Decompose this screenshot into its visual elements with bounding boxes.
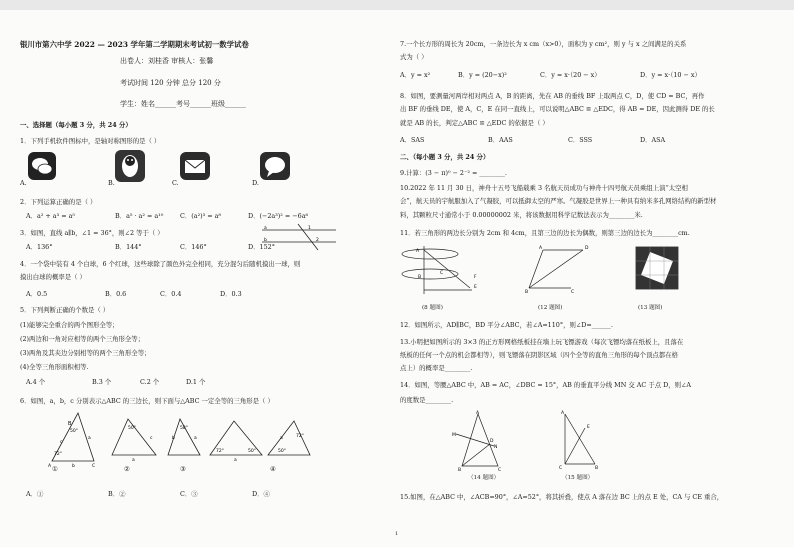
svg-text:72°: 72°: [216, 449, 224, 454]
caption-fig8: (8 题图): [422, 305, 443, 311]
q8-option-d[interactable]: D．ASA: [640, 136, 666, 144]
q5-item-4: (4)全等三角形面积相等.: [20, 363, 89, 371]
svg-text:B: B: [458, 468, 462, 472]
scan-edge: [0, 0, 794, 10]
q1-option-b[interactable]: B.: [108, 179, 115, 187]
svg-text:D: D: [585, 246, 589, 251]
question-8-line1: 8．如图，要测量河两岸相对两点 A，B 的距离，先在 AB 的垂线 BF 上取两点 C，D，使 CD = BC，再作: [400, 92, 705, 100]
question-13-line3: 点上）的概率是________.: [400, 364, 473, 372]
question-8-line2: 出 BF 的垂线 DE，使 A，C，E 在同一直线上，可以说明△ABC ≌ △EDC，得 AB = DE，因此测得 DE 的长: [400, 105, 715, 113]
svg-text:c: c: [60, 440, 63, 445]
q5-option-c[interactable]: C.2 个: [140, 378, 160, 386]
question-9: 9.计算：(3 − π)⁰ − 2⁻² = ________.: [400, 169, 507, 177]
svg-text:C: C: [559, 466, 563, 470]
svg-text:E: E: [474, 285, 477, 290]
caption-fig14: （14 题图）: [468, 475, 500, 481]
question-7-line1: 7.一个长方形的周长为 20cm，一条边长为 x cm（x>0），面积为 y cm²，则 y 与 x 之间满足的关系: [400, 40, 687, 48]
question-10-line1: 10.2022 年 11 月 30 日，神舟十五号飞船载乘 3 名航天员成功与神舟十四号航天员乘组上演“太空相: [400, 184, 688, 192]
caption-fig13: (13 题图): [638, 305, 663, 311]
svg-text:50°: 50°: [70, 429, 78, 434]
svg-text:a: a: [280, 436, 283, 441]
q1-option-c[interactable]: C.: [172, 179, 179, 187]
q7-option-a[interactable]: A．y = x²: [400, 71, 431, 79]
svg-text:F: F: [474, 275, 477, 280]
question-13-line2: 纸板的任何一个点的机会都相等），则飞镖落在阴影区域（四个全等的直角三角形的每个顶点都在格: [400, 351, 678, 359]
svg-text:A: A: [476, 411, 480, 416]
svg-text:a: a: [132, 458, 135, 463]
question-14-line2: 的度数是________.: [400, 396, 454, 404]
q5-option-b[interactable]: B.3 个: [92, 378, 112, 386]
section-1-heading: 一、选择题（每小题 3 分，共 24 分）: [20, 121, 132, 129]
svg-text:A: A: [539, 246, 543, 251]
question-7-line2: 式为（ ）: [400, 53, 428, 61]
question-4-line1: 4．一个袋中装有 4 个白球，6 个红球，这些球除了颜色外完全相同，充分混匀后随机摸出一球，则: [20, 260, 301, 268]
svg-text:A: A: [561, 411, 565, 416]
svg-text:B: B: [595, 466, 599, 470]
svg-text:N: N: [494, 445, 498, 450]
q6-fig-label-1: ①: [52, 465, 58, 473]
q6-option-b[interactable]: B．②: [108, 490, 126, 498]
question-3: 3．如图，直线 a∥b，∠1 = 36°，则∠2 等于（ ）: [20, 229, 164, 237]
q3-option-a[interactable]: A．136°: [26, 243, 53, 251]
q2-option-c[interactable]: C．(a²)³ = a⁸: [180, 212, 221, 220]
svg-text:D: D: [490, 439, 494, 444]
question-10-line2: 会”，航天员的宇航服加入了气凝胶，可以抵御太空的严寒。气凝胶是世界上一种具有纳米多孔网络结构的新型材: [400, 197, 717, 205]
page-number: 1: [395, 531, 399, 537]
q8-river-figure: [400, 244, 490, 298]
svg-text:a: a: [234, 458, 237, 463]
q8-option-b[interactable]: B．AAS: [488, 136, 513, 144]
q4-option-c[interactable]: C．0.4: [160, 290, 182, 298]
q1-option-a[interactable]: A.: [20, 179, 27, 187]
caption-fig12: (12 题图): [538, 305, 563, 311]
svg-text:C: C: [571, 290, 575, 294]
q1-option-d[interactable]: D.: [252, 179, 259, 187]
svg-text:a: a: [264, 226, 267, 231]
q5-option-d[interactable]: D.1 个: [186, 378, 206, 386]
svg-text:72°: 72°: [54, 452, 62, 457]
qq-penguin-icon: [115, 150, 145, 184]
svg-text:72°: 72°: [296, 434, 304, 439]
exam-authors: 出卷人：刘桂香 审核人：张馨: [120, 57, 214, 65]
svg-text:58°: 58°: [180, 426, 188, 431]
svg-text:50°: 50°: [248, 449, 256, 454]
section-2-heading: 二、（每小题 3 分，共 24 分）: [400, 153, 490, 161]
question-15: 15.如图，在△ABC 中，∠ACB=90°，∠A=52°，将其折叠，使点 A 落在边 BC 上的点 E 处，CA 与 CE 重合，: [400, 493, 724, 501]
question-11: 11．若三角形的两边长分别为 2cm 和 4cm，且第三边的边长为偶数，则第三边的边长为________cm.: [400, 229, 690, 237]
svg-text:50°: 50°: [128, 426, 136, 431]
q4-option-b[interactable]: B．0.6: [105, 290, 127, 298]
q12-figure: [525, 244, 595, 296]
question-4-line2: 摸出白球的概率是（ ）: [20, 273, 86, 281]
question-8-line3: 就是 AB 的长，判定△ABC ≌ △EDC 的依据是（ ）: [400, 119, 549, 127]
q7-option-d[interactable]: D．y = x·（10 − x）: [640, 71, 701, 79]
svg-text:B: B: [525, 290, 529, 294]
q2-option-d[interactable]: D．(−2a³)² = −6a⁶: [248, 212, 309, 220]
q4-option-a[interactable]: A．0.5: [26, 290, 48, 298]
question-12: 12．如图所示，AD∥BC，BD 平分∠ABC，若∠A=110°，则∠D=______.: [400, 321, 613, 329]
svg-text:C: C: [440, 271, 444, 276]
student-info: 学生：姓名______考号______班级______: [120, 100, 246, 108]
svg-text:A: A: [416, 249, 420, 254]
q15-figure: [555, 410, 615, 472]
q6-triangles-figure: [40, 409, 380, 476]
q3-option-d[interactable]: D．152°: [248, 243, 275, 251]
svg-text:50°: 50°: [278, 449, 286, 454]
q7-option-b[interactable]: B．y = (20−x)²: [458, 71, 507, 79]
q6-option-c[interactable]: C．③: [180, 490, 198, 498]
question-6: 6．如图，a，b，c 分别表示△ABC 的三边长，则下面与△ABC 一定全等的三角形是（ ）: [20, 397, 274, 405]
q2-option-b[interactable]: B．a⁵ · a² = a¹⁰: [115, 212, 164, 220]
svg-text:2: 2: [316, 238, 319, 243]
q5-item-2: (2)两边和一角对应相等的两个三角形全等；: [20, 335, 145, 343]
question-13-line1: 13.小明把如图所示的 3×3 的正方形网格纸板挂在墙上玩飞镖游戏（每次飞镖均落在纸板上，且落在: [400, 338, 684, 346]
question-10-line3: 料，其颗粒尺寸通常小于 0.00000002 米，将该数据用科学记数法表示为________米.: [400, 211, 643, 219]
svg-text:C: C: [92, 464, 96, 469]
svg-text:a: a: [194, 436, 197, 441]
question-1: 1．下列手机软件图标中，是轴对称图形的是（ ）: [20, 137, 161, 145]
q5-option-a[interactable]: A.4 个: [26, 378, 46, 386]
q13-grid-figure: [635, 246, 679, 292]
caption-fig15: （15 题图）: [562, 475, 594, 481]
svg-text:b: b: [264, 238, 267, 243]
q6-fig-label-2: ②: [124, 465, 130, 473]
q6-option-d[interactable]: D．④: [252, 490, 270, 498]
q5-item-3: (3)两角及其夹边分别相等的两个三角形全等；: [20, 349, 151, 357]
svg-text:a: a: [88, 436, 91, 441]
svg-text:A: A: [48, 464, 52, 469]
q8-option-a[interactable]: A．SAS: [400, 136, 425, 144]
q3-option-c[interactable]: C．146°: [180, 243, 207, 251]
q14-figure: [450, 410, 520, 474]
svg-text:b: b: [172, 436, 175, 441]
q6-fig-label-4: ④: [270, 465, 276, 473]
svg-text:M: M: [452, 433, 456, 438]
svg-text:b: b: [72, 464, 75, 469]
mail-icon: [180, 152, 210, 182]
svg-text:B: B: [68, 421, 72, 427]
q6-fig-label-3: ③: [180, 465, 186, 473]
question-5: 5．下列判断正确的个数是（ ）: [20, 306, 110, 314]
svg-text:E: E: [587, 425, 590, 430]
question-14-line1: 14．如图，等腰△ABC 中，AB = AC，∠DBC = 15°，AB 的垂直平分线 MN 交 AC 于点 D，则∠A: [400, 381, 691, 389]
question-2: 2．下列运算正确的是（ ）: [20, 198, 97, 206]
q7-option-c[interactable]: C．y = x·（20 − x）: [540, 71, 601, 79]
svg-text:B: B: [418, 275, 422, 280]
q6-option-a[interactable]: A．①: [26, 490, 44, 498]
q8-option-c[interactable]: C．SSS: [568, 136, 593, 144]
q2-option-a[interactable]: A．a² + a³ = a⁵: [26, 212, 75, 220]
svg-text:C: C: [498, 468, 502, 472]
svg-text:c: c: [150, 436, 153, 441]
q4-option-d[interactable]: D．0.3: [220, 290, 242, 298]
wechat-icon: [28, 152, 56, 182]
q5-item-1: (1)能够完全重合的两个图形全等；: [20, 321, 119, 329]
exam-time: 考试时间 120 分钟 总分 120 分: [120, 79, 221, 87]
chat-bubble-icon: [260, 152, 290, 182]
svg-text:1: 1: [308, 226, 311, 231]
exam-title: 银川市第六中学 2022 — 2023 学年第二学期期末考试初一数学试卷: [20, 40, 249, 49]
q3-option-b[interactable]: B．144°: [115, 243, 142, 251]
